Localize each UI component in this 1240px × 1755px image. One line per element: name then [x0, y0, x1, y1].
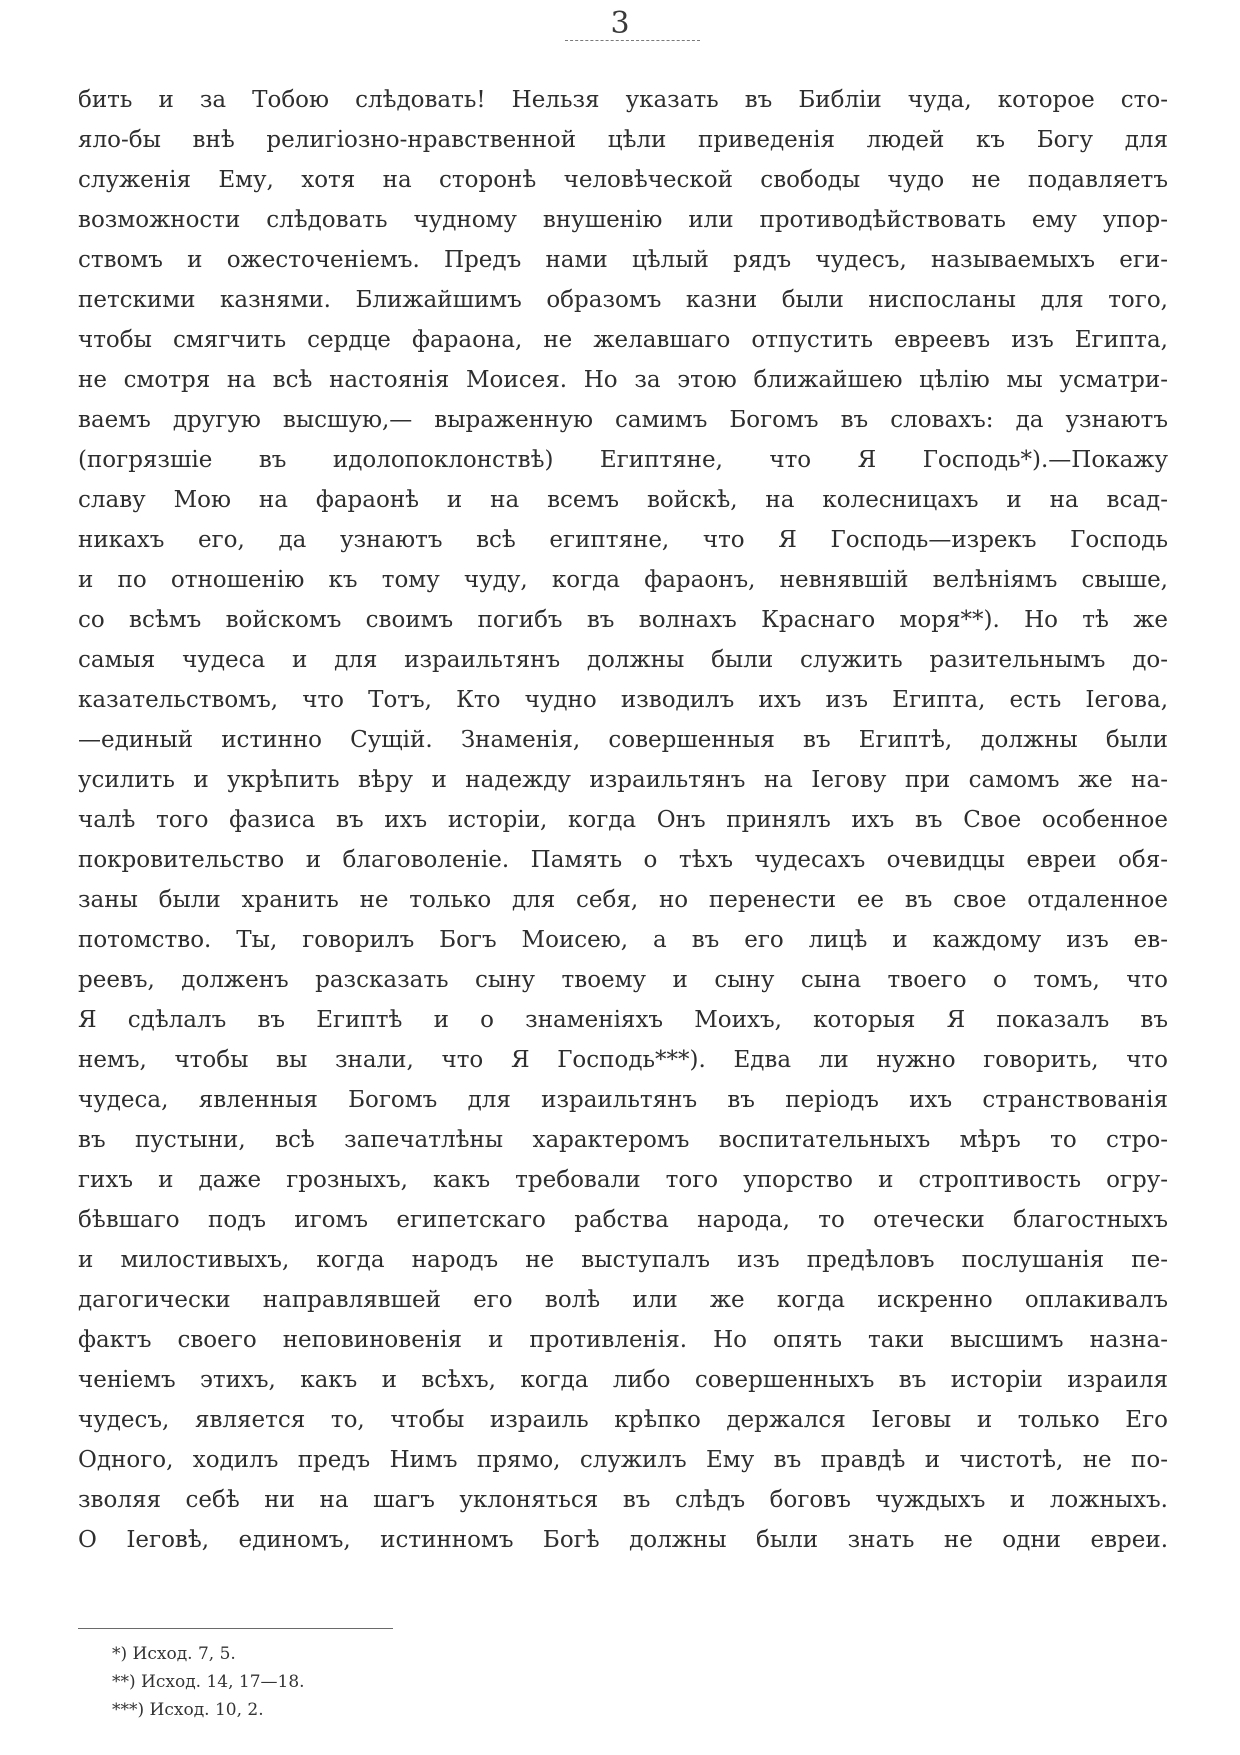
text-line: чтобы смягчить сердце фараона, не желавшаго отпустить евреевъ изъ Египта, [78, 327, 1168, 353]
text-line: чалѣ того фазиса въ ихъ исторіи, когда Онъ принялъ ихъ въ Свое особенное [78, 807, 1168, 833]
text-line: Одного, ходилъ предъ Нимъ прямо, служилъ Ему въ правдѣ и чистотѣ, не по- [78, 1447, 1168, 1473]
text-line: бить и за Тобою слѣдовать! Нельзя указать въ Библіи чуда, которое сто- [78, 87, 1168, 113]
text-line: въ пустыни, всѣ запечатлѣны характеромъ воспитательныхъ мѣръ то стро- [78, 1127, 1168, 1153]
text-line: потомство. Ты, говорилъ Богъ Моисею, а въ его лицѣ и каждому изъ ев- [78, 927, 1168, 953]
text-line: (погрязшіе въ идолопоклонствѣ) Египтяне, что Я Господь*).—Покажу [78, 447, 1168, 473]
text-line: возможности слѣдовать чудному внушенію или противодѣйствовать ему упор- [78, 207, 1168, 233]
text-line: зволяя себѣ ни на шагъ уклоняться въ слѣдъ боговъ чуждыхъ и ложныхъ. [78, 1487, 1168, 1513]
text-line: чудеса, явленныя Богомъ для израильтянъ въ періодъ ихъ странствованія [78, 1087, 1168, 1113]
body-text [78, 80, 1168, 1560]
page-number: 3 [610, 6, 630, 41]
text-line: и милостивыхъ, когда народъ не выступалъ изъ предѣловъ послушанія пе- [78, 1247, 1168, 1273]
text-line: немъ, чтобы вы знали, что Я Господь***). Едва ли нужно говорить, что [78, 1047, 1168, 1073]
text-line: заны были хранить не только для себя, но перенести ее въ свое отдаленное [78, 887, 1168, 913]
text-line: бѣвшаго подъ игомъ египетскаго рабства народа, то отечески благостныхъ [78, 1207, 1168, 1233]
text-line: служенія Ему, хотя на сторонѣ человѣческой свободы чудо не подавляетъ [78, 167, 1168, 193]
text-line: самыя чудеса и для израильтянъ должны были служить разительнымъ до- [78, 647, 1168, 673]
footnote: **) Исход. 14, 17—18. [112, 1672, 305, 1692]
footnote: ***) Исход. 10, 2. [112, 1700, 264, 1720]
text-line: и по отношенію къ тому чуду, когда фараонъ, невнявшій велѣніямъ свыше, [78, 567, 1168, 593]
text-line: усилить и укрѣпить вѣру и надежду израильтянъ на Іегову при самомъ же на- [78, 767, 1168, 793]
text-line: ченіемъ этихъ, какъ и всѣхъ, когда либо совершенныхъ въ исторіи израиля [78, 1367, 1168, 1393]
text-line: не смотря на всѣ настоянія Моисея. Но за этою ближайшею цѣлію мы усматри- [78, 367, 1168, 393]
footnotes [112, 1640, 712, 1724]
footnote: *) Исход. 7, 5. [112, 1644, 236, 1664]
text-line: петскими казнями. Ближайшимъ образомъ казни были ниспосланы для того, [78, 287, 1168, 313]
text-line: яло-бы внѣ религіозно-нравственной цѣли приведенія людей къ Богу для [78, 127, 1168, 153]
text-line: О Іеговѣ, единомъ, истинномъ Богѣ должны были знать не одни евреи. [78, 1527, 1168, 1553]
text-line: дагогически направлявшей его волѣ или же когда искренно оплакивалъ [78, 1287, 1168, 1313]
text-line: чудесъ, является то, чтобы израиль крѣпко держался Іеговы и только Его [78, 1407, 1168, 1433]
text-line: никахъ его, да узнаютъ всѣ египтяне, что Я Господь—изрекъ Господь [78, 527, 1168, 553]
text-line: реевъ, долженъ разсказать сыну твоему и сыну сына твоего о томъ, что [78, 967, 1168, 993]
header-rule [565, 40, 700, 41]
text-line: фактъ своего неповиновенія и противленія. Но опять таки высшимъ назна- [78, 1327, 1168, 1353]
text-line: казательствомъ, что Тотъ, Кто чудно изводилъ ихъ изъ Египта, есть Іегова, [78, 687, 1168, 713]
text-line: славу Мою на фараонѣ и на всемъ войскѣ, на колесницахъ и на всад- [78, 487, 1168, 513]
text-line: со всѣмъ войскомъ своимъ погибъ въ волнахъ Краснаго моря**). Но тѣ же [78, 607, 1168, 633]
footnote-rule [78, 1628, 393, 1629]
text-line: покровительство и благоволеніе. Память о тѣхъ чудесахъ очевидцы евреи обя- [78, 847, 1168, 873]
text-line: ваемъ другую высшую,— выраженную самимъ Богомъ въ словахъ: да узнаютъ [78, 407, 1168, 433]
text-line: Я сдѣлалъ въ Египтѣ и о знаменіяхъ Моихъ, которыя Я показалъ въ [78, 1007, 1168, 1033]
text-line: гихъ и даже грозныхъ, какъ требовали того упорство и строптивость огру- [78, 1167, 1168, 1193]
text-line: ствомъ и ожесточеніемъ. Предъ нами цѣлый рядъ чудесъ, называемыхъ еги- [78, 247, 1168, 273]
text-line: —единый истинно Сущій. Знаменія, совершенныя въ Египтѣ, должны были [78, 727, 1168, 753]
